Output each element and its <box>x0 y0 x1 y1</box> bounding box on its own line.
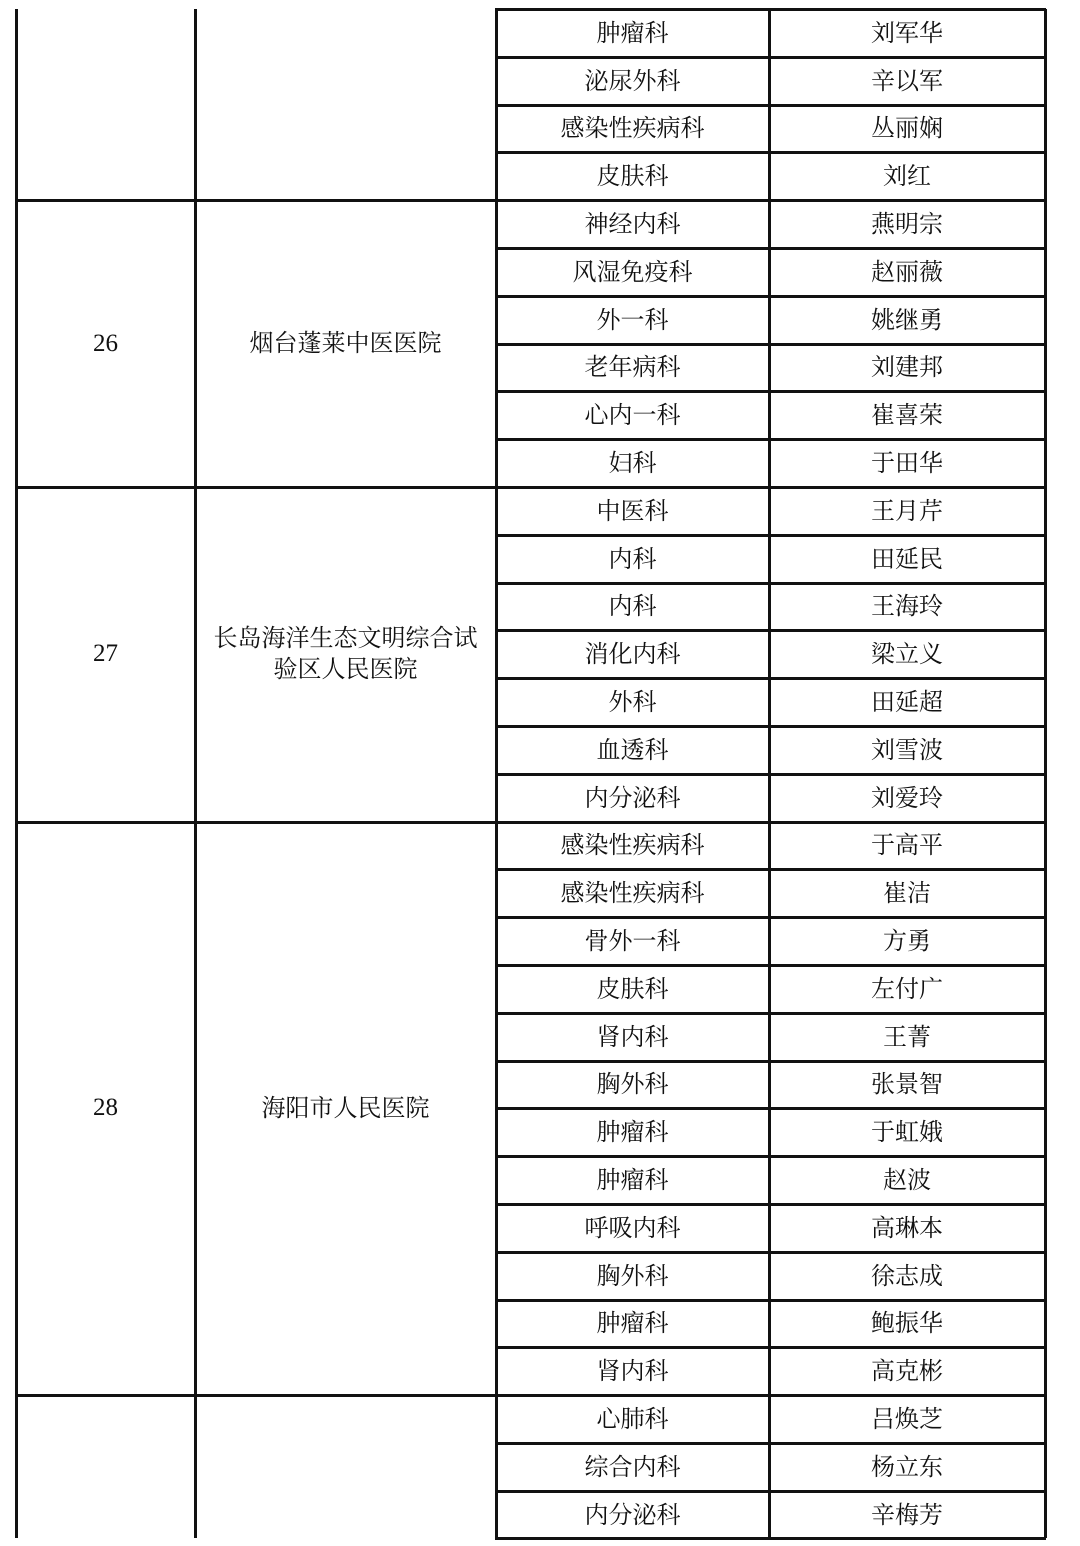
row-divider <box>495 1155 1046 1158</box>
group-number <box>16 1395 195 1538</box>
doctor-name-cell: 王月芹 <box>871 496 943 525</box>
doctor-name-cell: 王菁 <box>883 1022 931 1051</box>
doctor-name-cell: 田延超 <box>871 688 943 717</box>
group-divider <box>15 199 497 202</box>
doctor-name-cell: 姚继勇 <box>871 305 943 334</box>
group-number: 28 <box>93 1094 118 1122</box>
row-divider <box>495 104 1046 107</box>
doctor-name-cell: 于虹娥 <box>871 1118 943 1147</box>
department-cell: 肾内科 <box>596 1022 669 1051</box>
department-cell: 内分泌科 <box>584 783 681 812</box>
row-divider <box>495 582 1046 585</box>
department-cell: 呼吸内科 <box>584 1213 681 1242</box>
row-divider <box>495 438 1046 441</box>
department-cell: 泌尿外科 <box>584 66 681 95</box>
doctor-name-cell: 辛以军 <box>871 66 943 95</box>
doctor-name-cell: 刘红 <box>883 162 931 191</box>
department-cell: 感染性疾病科 <box>560 831 705 860</box>
doctor-name-cell: 田延民 <box>871 544 943 573</box>
doctor-name-cell: 鲍振华 <box>871 1309 943 1338</box>
hospital-name <box>203 1395 488 1538</box>
doctor-name-cell: 丛丽娴 <box>871 114 943 143</box>
group-divider <box>15 486 497 489</box>
row-divider <box>495 534 1046 537</box>
doctor-name-cell: 刘建邦 <box>871 353 943 382</box>
group-number <box>16 9 195 200</box>
department-cell: 妇科 <box>608 449 657 478</box>
department-cell: 综合内科 <box>584 1452 681 1481</box>
row-divider <box>495 1299 1046 1302</box>
department-cell: 感染性疾病科 <box>560 114 705 143</box>
doctor-name-cell: 刘爱玲 <box>871 783 943 812</box>
row-divider <box>495 199 1046 202</box>
doctor-name-cell: 梁立义 <box>871 640 943 669</box>
department-cell: 胸外科 <box>596 1070 669 1099</box>
doctor-name-cell: 崔洁 <box>883 879 931 908</box>
department-cell: 老年病科 <box>584 353 681 382</box>
doctor-name-cell: 刘军华 <box>871 18 943 47</box>
department-cell: 感染性疾病科 <box>560 879 705 908</box>
row-divider <box>495 1012 1046 1015</box>
row-divider <box>495 1490 1046 1493</box>
hospital-name <box>203 9 488 200</box>
row-divider <box>495 677 1046 680</box>
row-divider <box>495 1251 1046 1254</box>
department-cell: 心肺科 <box>596 1405 669 1434</box>
doctor-name-cell: 燕明宗 <box>871 210 943 239</box>
row-divider <box>495 295 1046 298</box>
row-divider <box>495 1203 1046 1206</box>
hospital-name: 烟台蓬莱中医医院 <box>249 329 442 358</box>
department-cell: 肿瘤科 <box>596 1166 669 1195</box>
hospital-name: 长岛海洋生态文明综合试验区人民医院 <box>213 624 478 684</box>
row-divider <box>495 247 1046 250</box>
department-cell: 外一科 <box>596 305 669 334</box>
row-divider <box>495 8 1046 11</box>
department-cell: 肿瘤科 <box>596 1309 669 1338</box>
doctor-name-cell: 于高平 <box>871 831 943 860</box>
department-cell: 风湿免疫科 <box>572 257 693 286</box>
doctor-name-cell: 高琳本 <box>871 1213 943 1242</box>
department-cell: 心内一科 <box>584 401 681 430</box>
group-divider <box>15 821 497 824</box>
row-divider <box>495 486 1046 489</box>
department-cell: 皮肤科 <box>596 162 669 191</box>
department-cell: 神经内科 <box>584 210 681 239</box>
row-divider <box>495 151 1046 154</box>
department-cell: 中医科 <box>596 496 669 525</box>
doctor-name-cell: 于田华 <box>871 449 943 478</box>
department-cell: 内分泌科 <box>584 1500 681 1529</box>
group-number: 27 <box>93 640 118 668</box>
row-divider <box>495 56 1046 59</box>
department-cell: 外科 <box>608 688 657 717</box>
row-divider <box>495 1442 1046 1445</box>
doctor-name-cell: 杨立东 <box>871 1452 943 1481</box>
row-divider <box>495 964 1046 967</box>
doctor-name-cell: 徐志成 <box>871 1261 943 1290</box>
doctor-name-cell: 赵丽薇 <box>871 257 943 286</box>
doctor-name-cell: 高克彬 <box>871 1357 943 1386</box>
department-cell: 皮肤科 <box>596 974 669 1003</box>
group-number: 26 <box>93 329 118 357</box>
doctor-name-cell: 赵波 <box>883 1166 931 1195</box>
row-divider <box>495 343 1046 346</box>
department-cell: 胸外科 <box>596 1261 669 1290</box>
row-divider <box>495 629 1046 632</box>
doctor-name-cell: 崔喜荣 <box>871 401 943 430</box>
hospital-name: 海阳市人民医院 <box>261 1093 430 1122</box>
row-divider <box>495 821 1046 824</box>
row-divider <box>495 1107 1046 1110</box>
department-cell: 肿瘤科 <box>596 1118 669 1147</box>
row-divider <box>495 1537 1046 1540</box>
department-cell: 内科 <box>608 544 657 573</box>
row-divider <box>495 773 1046 776</box>
group-divider <box>15 1394 497 1397</box>
row-divider <box>495 1394 1046 1397</box>
doctor-name-cell: 张景智 <box>871 1070 943 1099</box>
doctor-name-cell: 王海玲 <box>871 592 943 621</box>
doctor-name-cell: 方勇 <box>883 927 931 956</box>
row-divider <box>495 390 1046 393</box>
row-divider <box>495 916 1046 919</box>
department-cell: 肿瘤科 <box>596 18 669 47</box>
department-cell: 血透科 <box>596 735 669 764</box>
doctor-name-cell: 刘雪波 <box>871 735 943 764</box>
row-divider <box>495 1346 1046 1349</box>
row-divider <box>495 1060 1046 1063</box>
department-cell: 骨外一科 <box>584 927 681 956</box>
department-cell: 内科 <box>608 592 657 621</box>
department-cell: 肾内科 <box>596 1357 669 1386</box>
doctor-name-cell: 辛梅芳 <box>871 1500 943 1529</box>
row-divider <box>495 868 1046 871</box>
doctor-name-cell: 吕焕芝 <box>871 1405 943 1434</box>
department-cell: 消化内科 <box>584 640 681 669</box>
doctor-name-cell: 左付广 <box>871 974 943 1003</box>
row-divider <box>495 725 1046 728</box>
column-divider <box>194 9 197 1538</box>
table-border-left <box>15 9 18 1538</box>
